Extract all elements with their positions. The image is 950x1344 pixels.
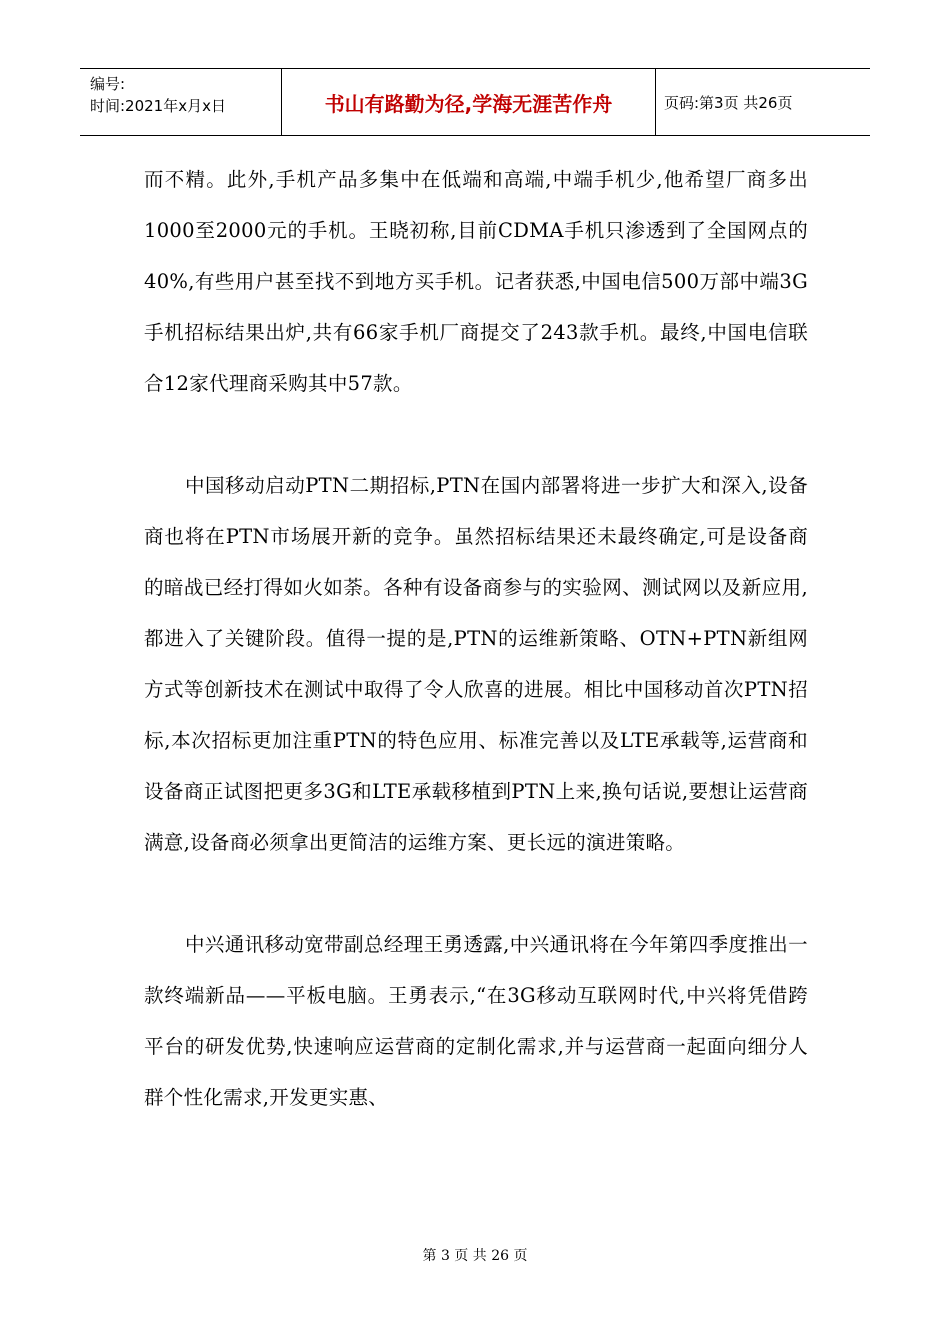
paragraph-zte-tablet: 中兴通讯移动宽带副总经理王勇透露,中兴通讯将在今年第四季度推出一款终端新品——平板电脑。王勇表示,“在3G移动互联网时代,中兴将凭借跨平台的研发优势,快速响应运营商的定制化需求,并与运营商一起面向细分人群个性化需求,开发更实惠、 <box>144 933 808 1109</box>
page-header <box>80 68 870 136</box>
document-number-label: 编号: <box>90 75 126 93</box>
paragraph-ptn-tender: 中国移动启动PTN二期招标,PTN在国内部署将进一步扩大和深入,设备商也将在PTN市场展开新的竞争。虽然招标结果还未最终确定,可是设备商的暗战已经打得如火如荼。各种有设备商参与的实验网、测试网以及新应用,都进入了关键阶段。值得一提的是,PTN的运维新策略、OTN+PTN新组网方式等创新技术在测试中取得了令人欣喜的进展。相比中国移动首次PTN招标,本次招标更加注重PTN的特色应用、标准完善以及LTE承载等,运营商和设备商正试图把更多3G和LTE承载移植到PTN上来,换句话说,要想让运营商满意,设备商必须拿出更简洁的运维方案、更长远的演进策略。 <box>144 474 808 854</box>
header-page-info: 页码:第3页 共26页 <box>664 93 793 112</box>
paragraph-gap <box>144 409 808 460</box>
document-time-label: 时间:2021年x月x日 <box>90 97 226 115</box>
paragraph-gap <box>144 868 808 919</box>
document-body <box>144 154 808 1123</box>
paragraph-continued: 而不精。此外,手机产品多集中在低端和高端,中端手机少,他希望厂商多出1000至2000元的手机。王晓初称,目前CDMA手机只渗透到了全国网点的40%,有些用户甚至找不到地方买手机。记者获悉,中国电信500万部中端3G手机招标结果出炉,共有66家手机厂商提交了243款手机。最终,中国电信联合12家代理商采购其中57款。 <box>144 168 808 395</box>
page-footer: 第 3 页 共 26 页 <box>422 1248 528 1264</box>
header-motto: 书山有路勤为径,学海无涯苦作舟 <box>282 69 656 135</box>
header-meta-cell <box>80 69 282 135</box>
